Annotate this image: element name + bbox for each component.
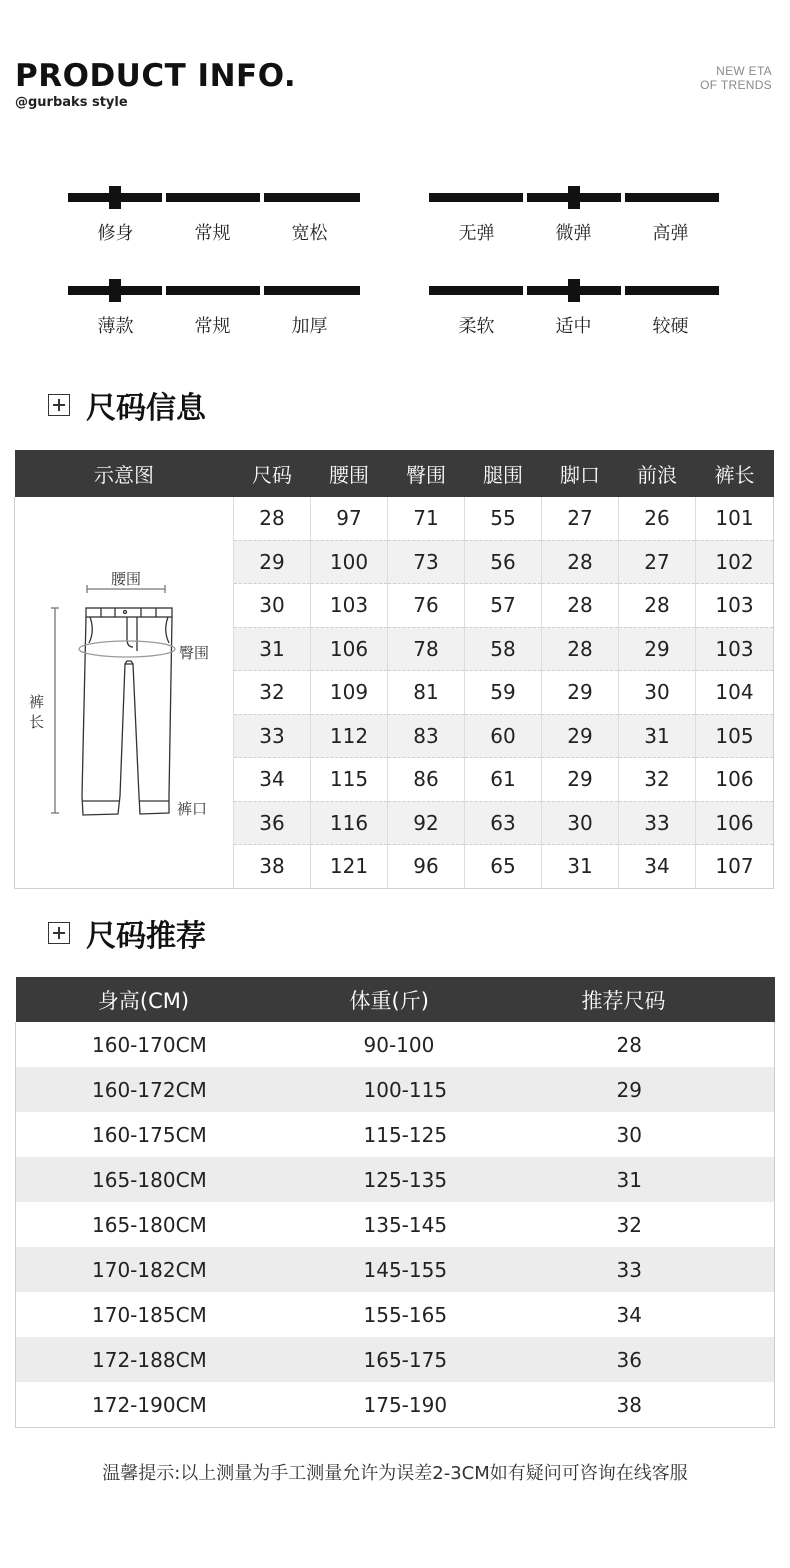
rise-cell: 27	[619, 540, 696, 584]
corner-line-1: NEW ETA	[716, 64, 772, 78]
table-row	[16, 1202, 775, 1247]
rec-size-cell: 28	[526, 1022, 775, 1067]
table-row	[16, 1382, 775, 1428]
col-header: 臀围	[388, 450, 465, 497]
rec-table-header	[16, 977, 775, 1022]
diagram-label-waist: 腰围	[110, 570, 142, 589]
scale-label: 加厚	[291, 316, 328, 337]
thigh-cell: 61	[465, 758, 542, 802]
rec-size-cell: 33	[526, 1247, 775, 1292]
length-cell: 103	[696, 627, 774, 671]
scale-segment	[625, 193, 719, 202]
hip-cell: 71	[388, 497, 465, 540]
scale-segment	[166, 193, 260, 202]
scale-label: 适中	[555, 316, 592, 337]
height-cell: 160-175CM	[16, 1112, 272, 1157]
rec-size-cell: 29	[526, 1067, 775, 1112]
table-row	[16, 1157, 775, 1202]
hem-cell: 29	[542, 671, 619, 715]
pants-diagram	[15, 501, 234, 883]
scale-label: 柔软	[458, 316, 495, 337]
weight-cell: 100-115	[272, 1067, 526, 1112]
size-section-heading	[48, 383, 206, 427]
weight-cell: 165-175	[272, 1337, 526, 1382]
col-header: 腰围	[311, 450, 388, 497]
scale-label: 较硬	[652, 316, 689, 337]
height-cell: 172-190CM	[16, 1382, 272, 1428]
plus-box-icon	[48, 922, 70, 944]
thigh-cell: 59	[465, 671, 542, 715]
col-header: 裤长	[696, 450, 774, 497]
scale-segment	[264, 286, 360, 295]
thigh-cell: 57	[465, 584, 542, 628]
scale-segment	[264, 193, 360, 202]
scale-marker	[568, 279, 580, 302]
weight-cell: 155-165	[363, 1302, 448, 1327]
corner-line-2: OF TRENDS	[700, 78, 772, 92]
col-header: 示意图	[15, 450, 234, 497]
scale-label: 高弹	[652, 223, 689, 244]
hip-cell: 76	[388, 584, 465, 628]
hem-cell: 30	[542, 801, 619, 845]
rec-section-title: 尺码推荐	[86, 919, 206, 954]
hip-cell: 86	[388, 758, 465, 802]
waist-cell: 109	[311, 671, 388, 715]
col-header: 脚口	[542, 450, 619, 497]
waist-cell: 103	[311, 584, 388, 628]
rise-cell: 31	[619, 714, 696, 758]
rise-cell: 28	[619, 584, 696, 628]
diagram-label-length-1: 裤	[29, 693, 45, 712]
length-cell: 106	[696, 758, 774, 802]
scale-label: 修身	[97, 223, 134, 244]
table-row	[16, 1022, 775, 1067]
corner-tagline	[700, 64, 772, 92]
stretch-scale	[429, 193, 721, 253]
weight-cell: 175-190	[272, 1382, 526, 1428]
scale-marker	[109, 186, 121, 209]
diagram-label-hem: 裤口	[177, 800, 208, 819]
table-row	[16, 1337, 775, 1382]
col-header: 体重(斤)	[272, 977, 526, 1022]
size-table	[14, 450, 774, 889]
size-cell: 38	[234, 845, 311, 889]
waist-cell: 116	[311, 801, 388, 845]
table-row	[16, 1067, 775, 1112]
hem-cell: 28	[542, 584, 619, 628]
col-header: 推荐尺码	[526, 977, 775, 1022]
weight-cell: 145-155	[272, 1247, 526, 1292]
thigh-cell: 55	[465, 497, 542, 540]
thigh-cell: 60	[465, 714, 542, 758]
scale-marker	[109, 279, 121, 302]
scale-label: 微弹	[555, 223, 592, 244]
col-header: 腿围	[465, 450, 542, 497]
thigh-cell: 56	[465, 540, 542, 584]
diagram-label-hip: 臀围	[179, 644, 210, 663]
scale-marker	[568, 186, 580, 209]
waist-cell: 112	[311, 714, 388, 758]
scale-segment	[625, 286, 719, 295]
scale-segment	[429, 193, 523, 202]
scale-label: 薄款	[97, 316, 134, 337]
scale-segment	[429, 286, 523, 295]
rise-cell: 30	[619, 671, 696, 715]
scale-label: 常规	[194, 316, 231, 337]
hip-cell: 92	[388, 801, 465, 845]
hem-cell: 29	[542, 714, 619, 758]
rise-cell: 34	[619, 845, 696, 889]
height-cell: 170-185CM	[16, 1292, 272, 1337]
size-cell: 30	[234, 584, 311, 628]
hem-cell: 31	[542, 845, 619, 889]
length-cell: 106	[696, 801, 774, 845]
rise-cell: 29	[619, 627, 696, 671]
scale-label: 无弹	[458, 223, 495, 244]
length-cell: 107	[696, 845, 774, 889]
hem-cell: 28	[542, 540, 619, 584]
weight-cell: 90-100	[363, 1032, 435, 1057]
rec-size-cell: 34	[526, 1292, 775, 1337]
scale-label: 常规	[194, 223, 231, 244]
rec-size-cell: 38	[526, 1382, 775, 1428]
thigh-cell: 63	[465, 801, 542, 845]
page-title: PRODUCT INFO.	[15, 58, 297, 94]
waist-cell: 115	[311, 758, 388, 802]
thickness-scale	[68, 286, 360, 346]
hip-cell: 96	[388, 845, 465, 889]
scale-label: 宽松	[291, 223, 328, 244]
rec-size-cell: 30	[526, 1112, 775, 1157]
table-row	[16, 1292, 775, 1337]
height-cell: 165-180CM	[16, 1202, 272, 1247]
rise-cell: 33	[619, 801, 696, 845]
length-cell: 105	[696, 714, 774, 758]
hem-cell: 29	[542, 758, 619, 802]
fit-scale	[68, 193, 360, 253]
hip-cell: 83	[388, 714, 465, 758]
recommendation-table	[15, 977, 775, 1428]
length-cell: 102	[696, 540, 774, 584]
hip-cell: 78	[388, 627, 465, 671]
height-cell: 160-170CM	[16, 1022, 272, 1067]
rise-cell: 32	[619, 758, 696, 802]
hem-cell: 27	[542, 497, 619, 540]
rec-section-heading	[48, 911, 206, 955]
measurement-note: 温馨提示:以上测量为手工测量允许为误差2-3CM如有疑问可咨询在线客服	[102, 1463, 688, 1484]
size-cell: 28	[234, 497, 311, 540]
weight-cell: 135-145	[363, 1212, 448, 1237]
size-cell: 31	[234, 627, 311, 671]
size-cell: 32	[234, 671, 311, 715]
weight-cell: 125-135	[272, 1157, 526, 1202]
rec-size-cell: 36	[526, 1337, 775, 1382]
plus-box-icon	[48, 394, 70, 416]
height-cell: 160-172CM	[16, 1067, 272, 1112]
brand-handle: @gurbaks style	[15, 95, 128, 110]
waist-cell: 121	[311, 845, 388, 889]
size-cell: 36	[234, 801, 311, 845]
size-section-title: 尺码信息	[86, 391, 206, 426]
waist-cell: 97	[311, 497, 388, 540]
thigh-cell: 65	[465, 845, 542, 889]
waist-cell: 100	[311, 540, 388, 584]
thigh-cell: 58	[465, 627, 542, 671]
softness-scale	[429, 286, 721, 346]
rec-size-cell: 31	[526, 1157, 775, 1202]
length-cell: 101	[696, 497, 774, 540]
col-header: 身高(CM)	[16, 977, 272, 1022]
hem-cell: 28	[542, 627, 619, 671]
col-header: 尺码	[234, 450, 311, 497]
size-table-header	[15, 450, 774, 497]
size-cell: 34	[234, 758, 311, 802]
scale-segment	[166, 286, 260, 295]
length-cell: 104	[696, 671, 774, 715]
col-header: 前浪	[619, 450, 696, 497]
weight-cell: 115-125	[363, 1122, 448, 1147]
table-row	[15, 497, 774, 540]
length-cell: 103	[696, 584, 774, 628]
size-cell: 33	[234, 714, 311, 758]
table-row	[16, 1247, 775, 1292]
pants-diagram-cell	[15, 497, 234, 888]
table-row	[16, 1112, 775, 1157]
hip-cell: 73	[388, 540, 465, 584]
size-cell: 29	[234, 540, 311, 584]
height-cell: 172-188CM	[16, 1337, 272, 1382]
rise-cell: 26	[619, 497, 696, 540]
diagram-label-length-2: 长	[29, 713, 45, 732]
waist-cell: 106	[311, 627, 388, 671]
rec-size-cell: 32	[526, 1202, 775, 1247]
height-cell: 165-180CM	[16, 1157, 272, 1202]
hip-cell: 81	[388, 671, 465, 715]
height-cell: 170-182CM	[16, 1247, 272, 1292]
